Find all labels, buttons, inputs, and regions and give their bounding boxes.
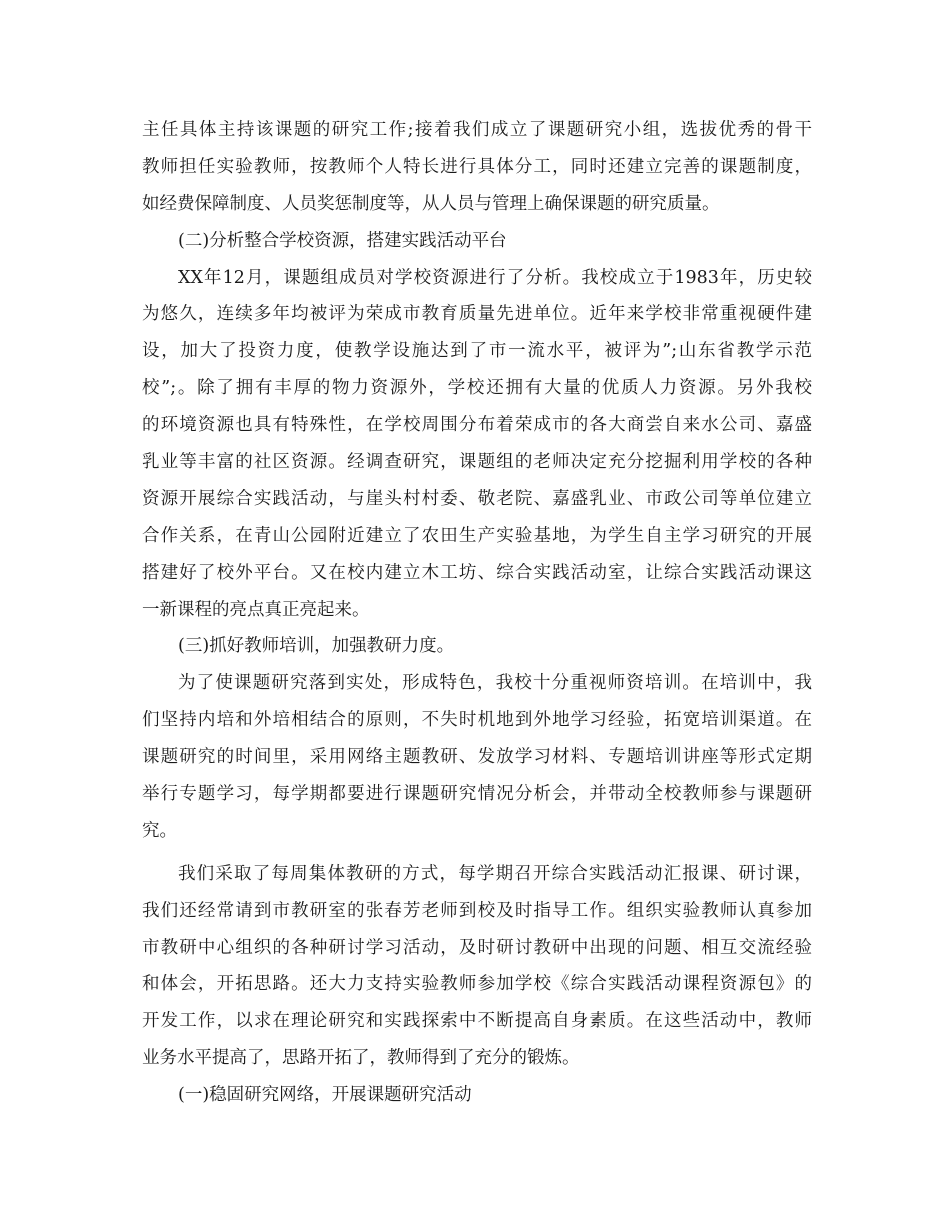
paragraph-line: 乳业等丰富的社区资源。经调查研究，课题组的老师决定充分挖掘利用学校的各种 [142, 452, 812, 473]
paragraph-line: 课题研究的时间里，采用网络主题教研、发放学习材料、专题培训讲座等形式定期 [142, 747, 812, 768]
paragraph-line: 校”;。除了拥有丰厚的物力资源外，学校还拥有大量的优质人力资源。另外我校 [142, 378, 812, 399]
section-heading: (三)抓好教师培训，加强教研力度。 [178, 636, 455, 657]
paragraph-line: 我们还经常请到市教研室的张春芳老师到校及时指导工作。组织实验教师认真参加 [142, 900, 812, 921]
paragraph-line: 主任具体主持该课题的研究工作;接着我们成立了课题研究小组，选拔优秀的骨干 [142, 120, 812, 140]
paragraph-line: 究。 [142, 820, 177, 841]
paragraph-line: 教师担任实验教师，按教师个人特长进行具体分工，同时还建立完善的课题制度， [142, 156, 812, 177]
paragraph-line: 市教研中心组织的各种研讨学习活动，及时研讨教研中出现的问题、相互交流经验 [142, 937, 812, 958]
paragraph-line: 设，加大了投资力度，使教学设施达到了市一流水平，被评为”;山东省教学示范 [142, 341, 812, 362]
paragraph-line: 如经费保障制度、人员奖惩制度等，从人员与管理上确保课题的研究质量。 [142, 193, 720, 214]
section-heading: (一)稳固研究网络，开展课题研究活动 [178, 1085, 472, 1106]
paragraph-line: 合作关系，在青山公园附近建立了农田生产实验基地，为学生自主学习研究的开展 [142, 525, 812, 546]
paragraph-line: XX年12月，课题组成员对学校资源进行了分析。我校成立于1983年，历史较 [178, 267, 812, 288]
document-body [142, 112, 812, 1114]
paragraph-line: 业务水平提高了，思路开拓了，教师得到了充分的锻炼。 [142, 1048, 580, 1069]
paragraph-line: 的环境资源也具有特殊性，在学校周围分布着荣成市的各大商尝自来水公司、嘉盛 [142, 415, 812, 436]
paragraph-line: 我们采取了每周集体教研的方式，每学期召开综合实践活动汇报课、研讨课， [178, 863, 812, 884]
paragraph-line: 一新课程的亮点真正亮起来。 [142, 599, 370, 620]
paragraph-line: 举行专题学习，每学期都要进行课题研究情况分析会，并带动全校教师参与课题研 [142, 784, 812, 805]
paragraph-line: 资源开展综合实践活动，与崖头村村委、敬老院、嘉盛乳业、市政公司等单位建立 [142, 488, 812, 509]
paragraph-line: 搭建好了校外平台。又在校内建立木工坊、综合实践活动室，让综合实践活动课这 [142, 562, 812, 583]
paragraph-line: 和体会，开拓思路。还大力支持实验教师参加学校《综合实践活动课程资源包》的 [142, 974, 812, 995]
paragraph-line: 为了使课题研究落到实处，形成特色，我校十分重视师资培训。在培训中，我 [178, 673, 812, 694]
section-heading: (二)分析整合学校资源，搭建实践活动平台 [178, 230, 507, 251]
paragraph-line: 为悠久，连续多年均被评为荣成市教育质量先进单位。近年来学校非常重视硬件建 [142, 304, 812, 325]
paragraph-line: 们坚持内培和外培相结合的原则，不失时机地到外地学习经验，拓宽培训渠道。在 [142, 710, 812, 731]
paragraph-line: 开发工作，以求在理论研究和实践探索中不断提高自身素质。在这些活动中，教师 [142, 1011, 812, 1032]
